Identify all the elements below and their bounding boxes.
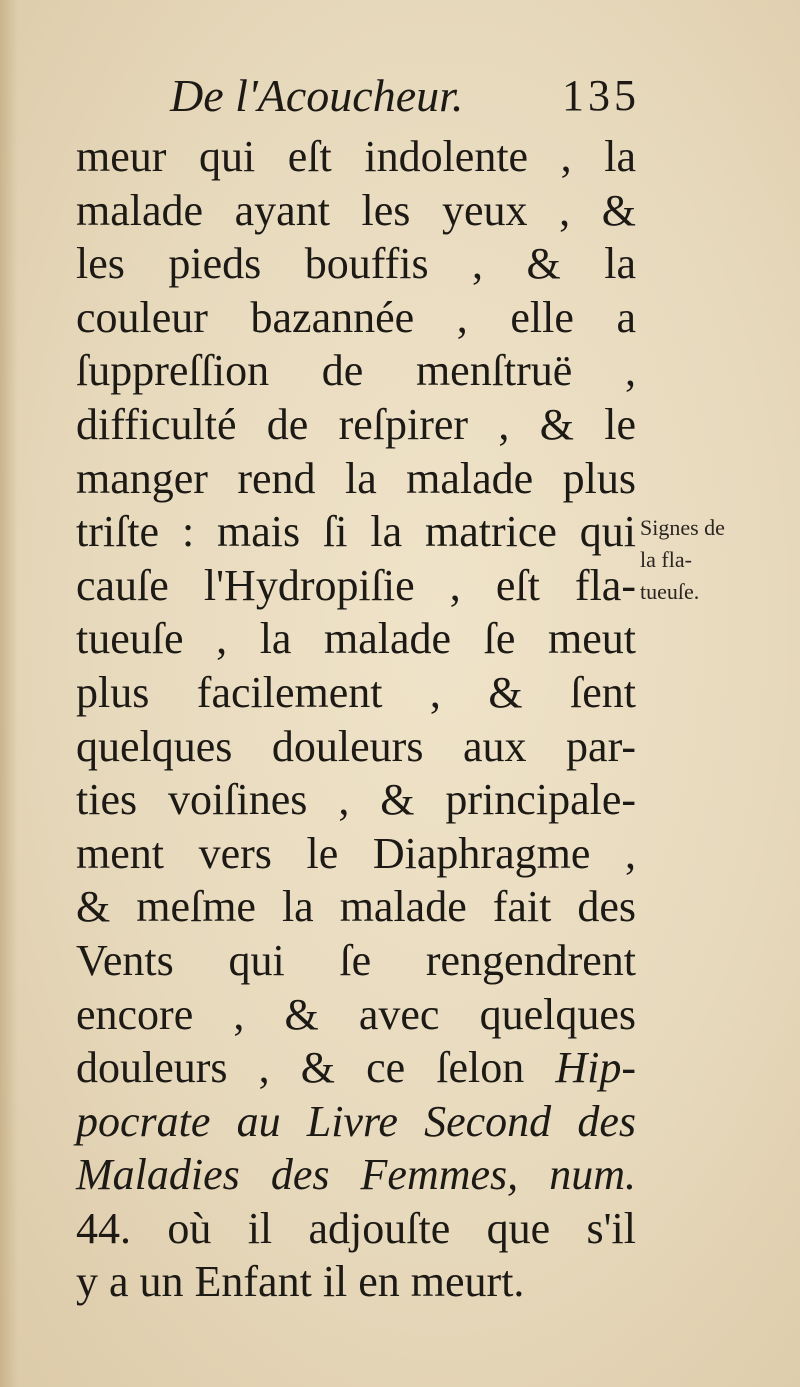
text-line-22: y a un Enfant il en meurt. [76,1257,525,1307]
margin-note-line-3: tueuſe. [640,579,700,604]
text-line-2: malade ayant les yeux , & [76,185,636,235]
text-line-6: difficulté de reſpirer , & le [76,399,636,449]
text-line-5: ſuppreſſion de menſtruë , [76,346,636,396]
text-line-21: 44. où il adjouſte que s'il [76,1203,636,1253]
text-line-12: quelques douleurs aux par- [76,721,636,771]
text-line-17: encore , & avec quelques [76,989,636,1039]
margin-note-line-1: Signes de [640,515,725,540]
text-line-7: manger rend la malade plus [76,453,636,503]
text-line-10: tueuſe , la malade ſe meut [76,614,636,664]
text-line-1: meur qui eſt indolente , la [76,132,636,181]
page-number: 135 [562,71,640,120]
text-line-19: pocrate au Livre Second des [76,1096,636,1146]
text-line-18-italic: Hip- [555,1043,636,1093]
text-line-3: les pieds bouffis , & la [76,239,636,289]
text-line-9: cauſe l'Hydropiſie , eſt fla- [76,560,636,610]
margin-note [640,512,790,608]
text-line-20: Maladies des Femmes, num. [76,1150,636,1200]
text-line-16: Vents qui ſe rengendrent [76,935,636,985]
text-line-13: ties voiſines , & principale- [76,775,636,825]
margin-note-line-2: la fla- [640,547,692,572]
text-line-18-roman: douleurs , & ce ſelon [76,1043,556,1093]
running-title: De l'Acoucheur. [170,70,464,121]
text-line-8: triſte : mais ſi la matrice qui [76,507,636,557]
body-text [76,130,636,1309]
text-line-14: ment vers le Diaphragme , [76,828,636,878]
text-line-18 [76,1041,636,1095]
text-line-4: couleur bazannée , elle a [76,292,636,342]
text-line-11: plus facilement , & ſent [76,667,636,717]
page-header [170,66,650,126]
text-line-15: & meſme la malade fait des [76,882,636,932]
